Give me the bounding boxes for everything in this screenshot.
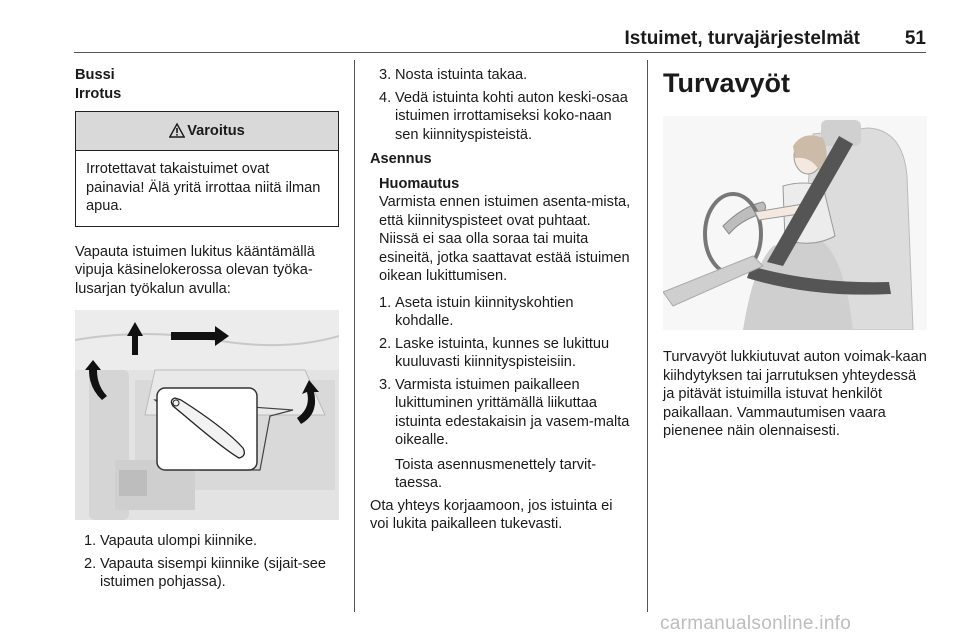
column-divider-2 [647,60,648,612]
list-item [75,532,339,551]
step-number: 2. [379,335,392,352]
column-2 [370,66,634,534]
repeat-instruction: Toista asennusmenettely tarvit-taessa. [395,456,597,491]
column-divider-1 [354,60,355,612]
step-number: 3. [379,376,392,393]
step-text: Laske istuinta, kunnes se lukittuu kuuluvasti kiinnityspisteisiin. [395,335,610,370]
step-text: Aseta istuin kiinnityskohtien kohdalle. [395,294,574,329]
list-item [370,66,634,85]
installation-steps-list [370,294,634,450]
column-1 [75,66,339,596]
note-title: Huomautus [379,175,460,192]
column-3 [663,66,927,441]
watermark: carmanualsonline.info [660,613,852,634]
warning-title: Varoitus [187,123,245,139]
step-text: Varmista istuimen paikalleen lukittuminen yrittämällä liikuttaa istuinta edestakaisin ja vasem-malta oikealle. [395,376,630,448]
note-text: Varmista ennen istuimen asenta-mista, että kiinnityspisteet ovat puhtaat. Niissä ei saa olla soraa tai muita esineitä, jotka saattavat estää istuimen oikean lukittumisen. [379,194,631,284]
list-item [370,294,634,331]
list-item [370,89,634,145]
removal-steps-list [75,532,339,592]
seat-release-illustration [75,310,339,520]
list-item [370,376,634,450]
removal-steps-continued [370,66,634,144]
step-number: 3. [379,67,392,83]
closing-paragraph: Ota yhteys korjaamoon, jos istuinta ei voi lukita paikalleen tukevasti. [370,497,613,532]
list-item [370,335,634,372]
section-title-seatbelts: Turvavyöt [663,68,791,98]
page-header-title: Istuimet, turvajärjestelmät [624,28,860,49]
seatbelt-illustration [663,116,927,330]
warning-box [75,111,339,227]
step-number: 1. [379,294,392,311]
heading-installation: Asennus [370,151,432,167]
step-number: 4. [379,89,392,106]
step-number: 2. [84,555,97,572]
page-number: 51 [904,28,926,49]
step-text: Vapauta sisempi kiinnike (sijait-see istuimen pohjassa). [100,555,327,590]
step-text: Vedä istuinta kohti auton keski-osaa istuimen irrottamiseksi koko-naan sen kiinnityspisteistä. [395,89,628,143]
step-text: Nosta istuinta takaa. [395,67,528,83]
step-text: Vapauta ulompi kiinnike. [100,533,258,549]
heading-removal: Irrotus [75,85,122,102]
intro-paragraph: Vapauta istuimen lukitus kääntämällä vipuja käsinelokerossa olevan työka-lusarjan työkalun avulla: [75,243,315,297]
heading-bus: Bussi [75,67,115,83]
warning-header [76,112,338,151]
seatbelt-paragraph: Turvavyöt lukkiutuvat auton voimak-kaan kiihdytyksen tai jarrutuksen yhteydessä ja pitävät istuimilla istuvat henkilöt paikallaan. Vammautumisen vaara pienenee näin olennaisesti. [663,349,927,439]
list-item [75,555,339,592]
warning-triangle-icon [169,123,185,138]
note-block [370,175,634,286]
step-number: 1. [84,533,97,549]
header-divider [74,52,926,53]
warning-text: Irrotettavat takaistuimet ovat painavia! Älä yritä irrottaa niitä ilman apua. [86,161,321,214]
